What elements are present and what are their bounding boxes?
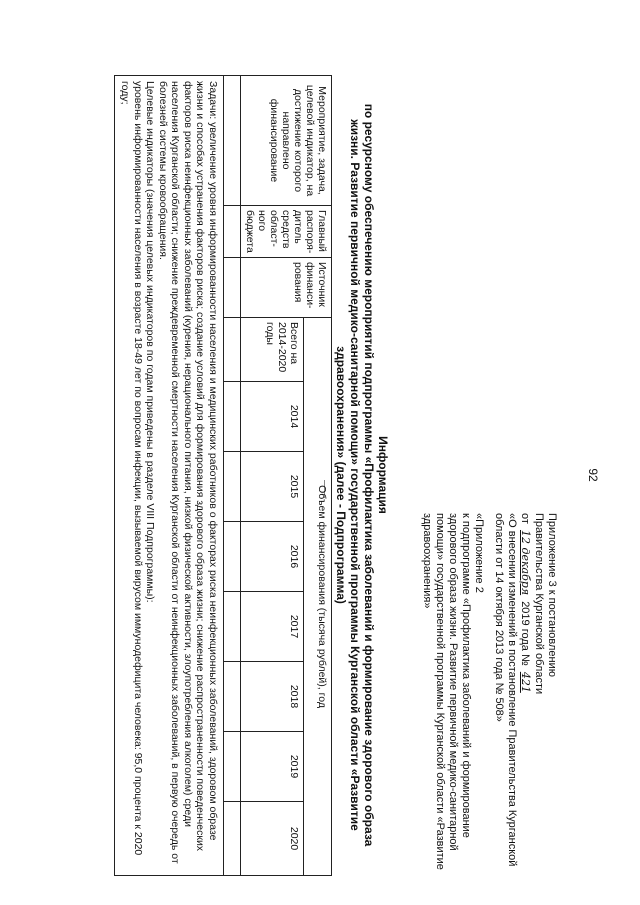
header-year: 2020 [241,802,304,876]
document-page [40,75,600,875]
appendix3-line2: Правительства Курганской области [533,513,545,695]
handwritten-number: 421 [519,671,532,693]
header-year: 2017 [241,592,304,662]
tasks-text: Задачи: увеличение уровня информированности населения и медицинских работников о факторах риска неинфекционных заболеваний, здоровом образе жизни и способах устранения факторов риска; создание условий для формирования здорового образа жизни; снижение распространенности поведенческих факторов риска неинфекционных заболеваний (курения, нерационального питания, низкой физической активности, злоупотребления алкоголем) среди населения Курганской области; снижение преждевременной смертности населения Курганской области от неинфекционных заболеваний, в первую очередь от болезней системы кровообращения. [157,81,219,864]
header-source: Источник финанси-рования [241,258,332,318]
appendix3-line1: Приложение 3 к постановлению [546,513,558,678]
title-line2: по ресурсному обеспечению мероприятий подпрограммы «Профилактика заболеваний и формирование здорового образа жизни. Развитие первичной медико-санитарной помощи» государственной программы Курганской области «Развитие здравоохранения» (далее - Подпрограмма) [334,103,376,847]
appendix2-body: к подпрограмме «Профилактика заболеваний и формирование здорового образа жизни. Развитие первичной медико-санитарной помощи» государственной программы Курганской области «Развитие здравоохранения» [421,513,472,870]
date-middle: 2019 года № [519,601,531,666]
header-year: 2016 [241,522,304,592]
header-total: Всего на 2014-2020 годы [241,318,304,382]
appendix2-line1: «Приложение 2 [473,513,485,593]
indicator-item: уровень информированности населения в возрасте 18-49 лет по вопросам инфекции, вызываемой вирусом иммунодефицита человека: 95,0 процента к 2020 году; [119,81,144,856]
appendix3-date-line [518,513,532,873]
handwritten-date: 12 декабря [519,529,532,596]
header-row-1 [304,76,332,876]
table-row [224,76,241,876]
title-line1: Информация [376,436,390,514]
header-year: 2019 [241,732,304,802]
header-measure: Мероприятие, задача, целевой индикатор, на достижение которого направлено финансирование [241,76,332,206]
header-year: 2018 [241,662,304,732]
tasks-cell [115,76,224,876]
page-number: 92 [586,468,600,482]
appendix3-block [492,513,558,873]
header-manager: Главный распоря-дитель средств област-ного бюджета [241,206,332,258]
header-year: 2014 [241,382,304,452]
date-prefix: от [519,513,531,524]
header-volume: Объем финансирования (тысяча рублей), год [304,318,332,876]
appendix2-block [420,513,485,873]
document-title [334,95,390,855]
funding-table [114,75,332,876]
header-year: 2015 [241,452,304,522]
indicators-title: Целевые индикаторы (значения целевых индикаторов по годам приведены в разделе VIII Подпрограммы): [144,81,157,603]
table-row [115,76,224,876]
appendix3-line4: «О внесении изменений в постановление Правительства Курганской области от 14 октября 2013 года № 508» [493,513,518,867]
